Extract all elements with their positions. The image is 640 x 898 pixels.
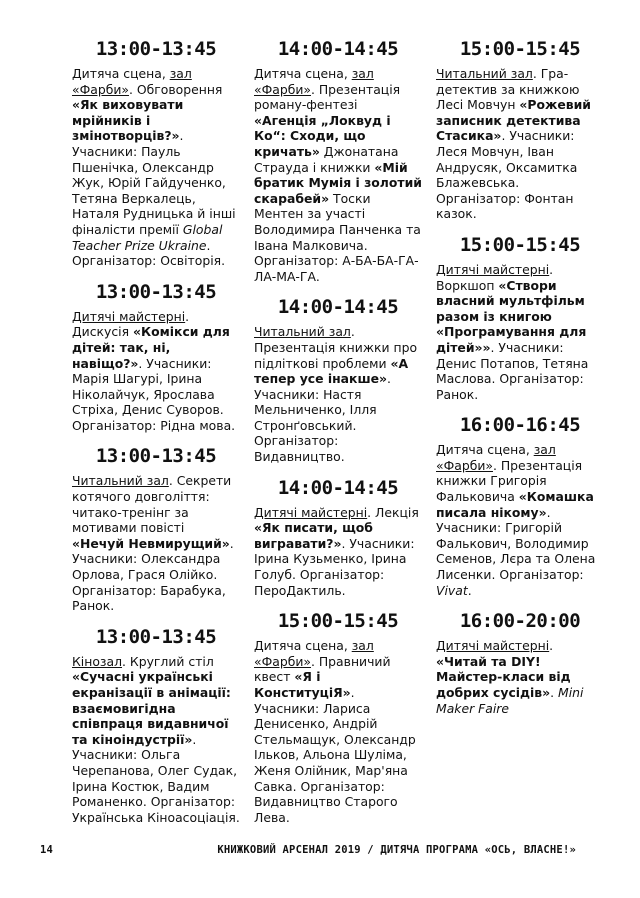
schedule-entry xyxy=(254,477,422,599)
event-text: . Дискусія xyxy=(72,308,190,340)
schedule-entry xyxy=(254,296,422,464)
event-title: «Мій братик Мумія і золотий скарабей» xyxy=(254,159,422,206)
event-description xyxy=(254,324,422,464)
event-time: 13:00-13:45 xyxy=(95,38,217,60)
event-title: «Нечуй Невмирущий» xyxy=(72,535,230,551)
event-title: «Агенція „Локвуд і Ко“: Сходи, що кричать» xyxy=(254,112,391,159)
event-time: 16:00-16:45 xyxy=(459,414,581,437)
event-time: 16:00-20:00 xyxy=(459,610,581,633)
column-1 xyxy=(72,38,240,837)
event-text: Global Teacher Prize Ukraine xyxy=(72,221,223,253)
event-description xyxy=(72,309,240,434)
schedule-entry xyxy=(254,610,422,825)
event-text: . Учасники: Леся Мовчун, Іван Андрусяк, Оксамитка Блажевська. Організатор: Фонтан казок. xyxy=(436,128,578,222)
event-description xyxy=(436,638,604,716)
event-description xyxy=(436,442,604,598)
event-title: «Рожевий записник детектива Стасика» xyxy=(436,97,591,144)
event-time: 13:00-13:45 xyxy=(95,280,217,303)
event-text: . Учасники: Ірина Кузьменко, Ірина Голуб. Організатор: ПероДактиль. xyxy=(254,535,415,598)
event-venue: Читальний зал xyxy=(436,66,533,81)
column-2 xyxy=(254,38,422,837)
event-description xyxy=(254,505,422,599)
event-description xyxy=(72,654,240,826)
event-title: «Як виховувати мрійників і змінотворців?» xyxy=(72,97,184,144)
running-title: КНИЖКОВИЙ АРСЕНАЛ 2019 / ДИТЯЧА ПРОГРАМА «ОСЬ, ВЛАСНЕ!» xyxy=(217,844,576,856)
event-time: 14:00-14:45 xyxy=(277,296,399,319)
event-title: «Комашка писала нікому» xyxy=(436,489,594,520)
event-text: . Учасники: Марія Шагурі, Ірина Ніколайчук, Ярослава Стріха, Денис Суворов. Організатор: Рідна мова. xyxy=(72,355,236,433)
schedule-entry xyxy=(436,610,604,716)
event-venue: Читальний зал xyxy=(72,473,169,489)
event-text: Тоски Ментен за участі Володимира Панченка та Івана Малковича. Організатор: А-БА-БА-ГА-ЛА-МА-ГА. xyxy=(254,190,421,284)
event-description xyxy=(436,66,604,222)
event-text: . xyxy=(550,685,559,700)
event-text: Дитяча сцена, xyxy=(254,66,352,81)
event-title: «А тепер усе інакше» xyxy=(254,355,409,387)
event-description xyxy=(254,638,422,825)
event-time: 15:00-15:45 xyxy=(459,38,581,60)
schedule-entry xyxy=(72,445,240,613)
event-venue: зал «Фарби» xyxy=(254,638,374,669)
event-text: . Учасники: Григорій Фалькович, Володимир Семенов, Лєра та Олена Лисенки. Організатор: xyxy=(436,504,596,583)
schedule-entry xyxy=(72,281,240,434)
event-text: . Організатор: Освіторія. xyxy=(72,237,226,269)
event-text: . Учасники: Ольга Черепанова, Олег Судак, Ірина Костюк, Вадим Романенко. Організатор: Українська Кіноасоціація. xyxy=(72,731,240,825)
event-text: . Гра-детектив за книжкою Лесі Мовчун xyxy=(436,66,580,113)
event-description xyxy=(72,66,240,269)
event-title: «Читай та DIY! Майстер-класи від добрих сусідів» xyxy=(436,653,571,700)
column-3 xyxy=(436,38,604,728)
event-text: . Учасники: Олександра Орлова, Грася Олійко. Організатор: Барабука, Ранок. xyxy=(72,535,234,614)
event-text: . Презентація книжки Григорія Фальковича xyxy=(436,457,583,505)
event-time: 13:00-13:45 xyxy=(95,625,217,648)
page-number: 14 xyxy=(40,844,54,856)
event-text: . Презентація роману-фентезі xyxy=(254,81,401,113)
event-description xyxy=(254,66,422,284)
event-text: . Учасники: Настя Мельниченко, Ілля Стронґовський. Організатор: Видавництво. xyxy=(254,371,391,465)
event-text: . Воркшоп xyxy=(436,261,554,293)
schedule-entry xyxy=(254,38,422,284)
event-venue: Кінозал xyxy=(72,653,123,669)
schedule-entry xyxy=(72,626,240,826)
event-text: Mini Maker Faire xyxy=(436,685,584,716)
event-text: . Правничий квест xyxy=(254,653,391,685)
event-text: . Лекція xyxy=(367,504,419,520)
event-title: «Комікси для дітей: так, ні, навіщо?» xyxy=(72,324,230,371)
event-text: . Круглий стіл xyxy=(122,653,214,669)
event-venue: зал «Фарби» xyxy=(72,66,192,97)
schedule-entry xyxy=(436,414,604,598)
event-time: 15:00-15:45 xyxy=(277,610,399,633)
event-text: Дитяча сцена, xyxy=(72,66,170,81)
event-venue: Дитячі майстерні xyxy=(72,308,186,324)
event-title: «Як писати, щоб вигравати?» xyxy=(254,520,373,551)
event-text: Vivat xyxy=(436,582,468,598)
schedule-entry xyxy=(436,38,604,222)
event-text: . Учасники: Лариса Денисенко, Андрій Стельмащук, Олександр Ільков, Альона Шуліма, Женя Олійник, Мар'яна Савка. Організатор: Видавництво Старого Лева. xyxy=(254,685,416,825)
event-text: Джонатана Страуда і книжки xyxy=(254,143,399,175)
event-text: . xyxy=(549,638,554,654)
event-text: . Учасники: Пауль Пшенічка, Олександр Жук, Юрій Гайдученко, Тетяна Веркалець, Наталя Рудницька й інші фіналісти премії xyxy=(72,128,236,237)
event-description xyxy=(72,473,240,613)
event-title: «Сучасні українські екранізації в анімації: взаємовигідна співпраця видавничої та кіноіндустрії» xyxy=(72,669,231,747)
event-venue: Читальний зал xyxy=(254,324,351,340)
event-venue: Дитячі майстерні xyxy=(254,504,368,520)
event-text: Дитяча сцена, xyxy=(436,442,534,458)
event-title: «Я і КонституціЯ» xyxy=(254,669,351,700)
event-text: . Секрети котячого довголіття: читако-тренінг за мотивами повісті xyxy=(72,473,232,536)
event-text: . Обговорення xyxy=(128,81,223,97)
event-venue: Дитячі майстерні xyxy=(436,261,550,277)
event-venue: Дитячі майстерні xyxy=(436,638,550,654)
event-text: Дитяча сцена, xyxy=(254,638,352,654)
event-venue: зал «Фарби» xyxy=(254,66,374,97)
schedule-entry xyxy=(72,38,240,269)
event-title: «Створи власний мультфільм разом із книгою «Програмування для дітей»» xyxy=(436,277,587,355)
event-text: . xyxy=(467,582,472,598)
event-time: 13:00-13:45 xyxy=(95,445,217,468)
event-description xyxy=(436,262,604,402)
event-time: 15:00-15:45 xyxy=(459,233,581,256)
schedule-entry xyxy=(436,234,604,402)
event-text: . Учасники: Денис Потапов, Тетяна Маслова. Організатор: Ранок. xyxy=(436,339,589,402)
event-text: . Презентація книжки про підліткові проблеми xyxy=(254,324,418,371)
event-time: 14:00-14:45 xyxy=(277,476,399,499)
event-venue: зал «Фарби» xyxy=(436,442,556,473)
event-time: 14:00-14:45 xyxy=(277,38,399,60)
